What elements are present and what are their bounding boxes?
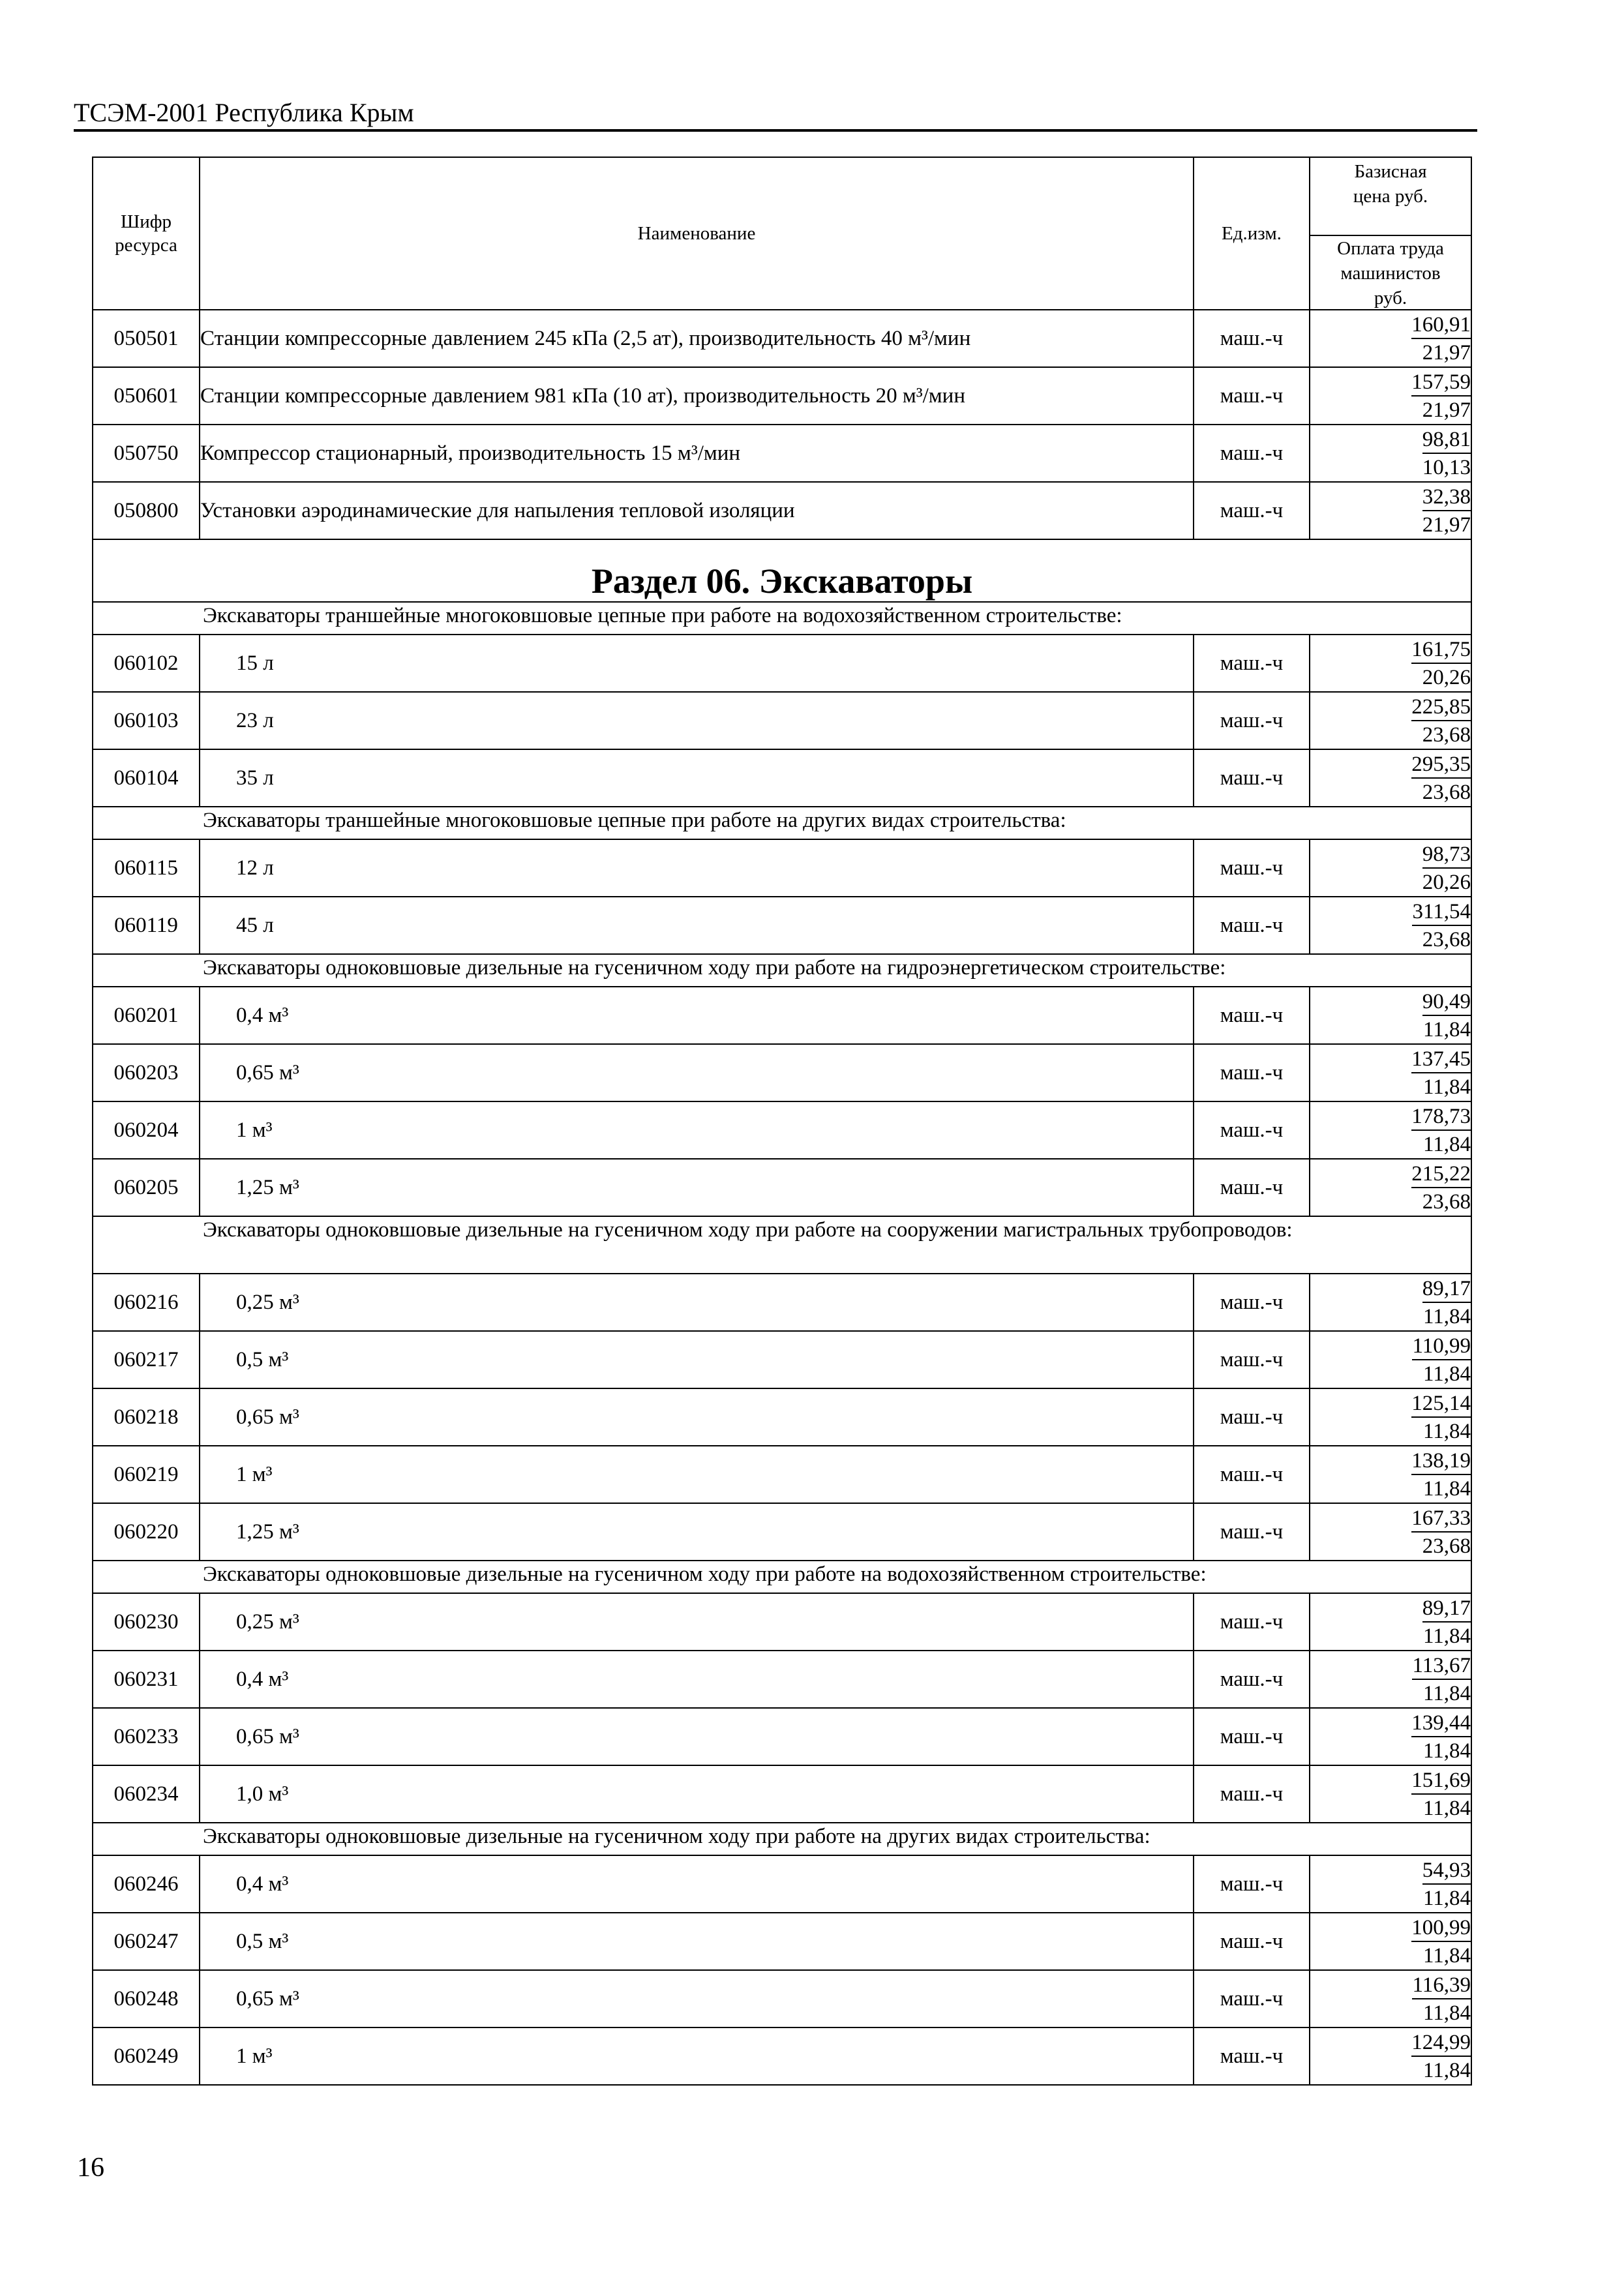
price-cell [1310,310,1471,367]
price-cell [1310,635,1471,692]
operator-wage: 11,84 [1422,2058,1471,2082]
price-cell [1310,1331,1471,1388]
base-price: 161,75 [1411,636,1471,664]
price-cell [1310,482,1471,539]
price-cell [1310,1708,1471,1765]
table-row [93,692,1471,749]
resource-code: 060203 [93,1044,200,1101]
price-cell [1310,987,1471,1044]
resource-code: 060102 [93,635,200,692]
operator-wage: 11,84 [1422,1362,1471,1386]
operator-wage: 23,68 [1422,723,1471,747]
table-row [93,1044,1471,1101]
resource-code: 060247 [93,1913,200,1970]
operator-wage: 11,84 [1422,1796,1471,1820]
table-body [93,310,1471,2085]
base-price: 54,93 [1422,1857,1471,1885]
resource-name: Установки аэродинамические для напыления тепловой изоляции [200,482,1194,539]
price-cell [1310,1274,1471,1331]
base-price: 110,99 [1412,1333,1471,1360]
resource-name: 1,25 м³ [200,1159,1194,1216]
table-row [93,1331,1471,1388]
unit-of-measure: маш.-ч [1194,1708,1310,1765]
unit-of-measure: маш.-ч [1194,425,1310,482]
price-cell [1310,839,1471,897]
base-price: 167,33 [1411,1505,1471,1533]
resource-code: 060216 [93,1274,200,1331]
operator-wage: 21,97 [1422,513,1471,537]
operator-wage: 10,13 [1422,455,1471,479]
base-price: 137,45 [1411,1046,1471,1073]
operator-wage: 11,84 [1422,1476,1471,1501]
base-price: 311,54 [1412,899,1471,926]
resource-name: 45 л [200,897,1194,954]
table-row [93,1708,1471,1765]
operator-wage: 11,84 [1422,1304,1471,1328]
table-row [93,1651,1471,1708]
unit-of-measure: маш.-ч [1194,839,1310,897]
resource-code: 060205 [93,1159,200,1216]
unit-of-measure: маш.-ч [1194,310,1310,367]
price-cell [1310,897,1471,954]
operator-wage: 23,68 [1422,780,1471,804]
table-row [93,425,1471,482]
resource-code: 060104 [93,749,200,807]
header-name: Наименование [200,157,1194,310]
resource-name: 0,4 м³ [200,987,1194,1044]
resource-code: 060103 [93,692,200,749]
header-price-base: Базисная цена руб. [1310,158,1471,236]
resource-code: 060231 [93,1651,200,1708]
group-header-row [93,1823,1471,1855]
unit-of-measure: маш.-ч [1194,1593,1310,1651]
group-title: Экскаваторы траншейные многоковшовые цепные при работе на других видах строительства: [93,807,1471,839]
table-row [93,1446,1471,1503]
table-row [93,1159,1471,1216]
base-price: 295,35 [1411,751,1471,779]
resource-name: 15 л [200,635,1194,692]
operator-wage: 11,84 [1422,1075,1471,1099]
resource-name: 0,4 м³ [200,1855,1194,1913]
operator-wage: 11,84 [1422,1943,1471,1967]
table-row [93,839,1471,897]
operator-wage: 11,84 [1422,1132,1471,1156]
table-row [93,1855,1471,1913]
unit-of-measure: маш.-ч [1194,367,1310,425]
resource-code: 060119 [93,897,200,954]
price-cell [1310,1503,1471,1561]
resource-code: 050501 [93,310,200,367]
resource-code: 050800 [93,482,200,539]
operator-wage: 21,97 [1422,398,1471,422]
price-cell [1310,1388,1471,1446]
page-header [74,97,1477,132]
table-row [93,897,1471,954]
resource-code: 060246 [93,1855,200,1913]
resource-name: 0,5 м³ [200,1331,1194,1388]
table-row [93,367,1471,425]
group-title: Экскаваторы одноковшовые дизельные на гусеничном ходу при работе на сооружении магистральных трубопроводов: [93,1216,1471,1274]
resource-name: 0,65 м³ [200,1044,1194,1101]
table-row [93,482,1471,539]
unit-of-measure: маш.-ч [1194,1388,1310,1446]
operator-wage: 11,84 [1422,1886,1471,1910]
price-cell [1310,749,1471,807]
base-price: 113,67 [1412,1653,1471,1680]
resource-code: 060201 [93,987,200,1044]
base-price: 124,99 [1411,2029,1471,2057]
base-price: 125,14 [1411,1390,1471,1418]
table-row [93,1593,1471,1651]
resource-name: 0,65 м³ [200,1388,1194,1446]
group-title: Экскаваторы одноковшовые дизельные на гусеничном ходу при работе на гидроэнергетическом строительстве: [93,954,1471,987]
base-price: 139,44 [1411,1710,1471,1737]
resource-name: 0,65 м³ [200,1970,1194,2027]
resource-code: 060115 [93,839,200,897]
unit-of-measure: маш.-ч [1194,897,1310,954]
header-code: Шифр ресурса [93,157,200,310]
unit-of-measure: маш.-ч [1194,1765,1310,1823]
resource-name: 0,5 м³ [200,1913,1194,1970]
operator-wage: 23,68 [1422,927,1471,951]
operator-wage: 11,84 [1422,1739,1471,1763]
table-row [93,1765,1471,1823]
unit-of-measure: маш.-ч [1194,1446,1310,1503]
operator-wage: 23,68 [1422,1534,1471,1558]
resource-name: 0,4 м³ [200,1651,1194,1708]
base-price: 32,38 [1422,484,1471,511]
page-number: 16 [77,2153,104,2183]
operator-wage: 11,84 [1422,1419,1471,1443]
price-cell [1310,2027,1471,2085]
resource-name: Компрессор стационарный, производительность 15 м³/мин [200,425,1194,482]
unit-of-measure: маш.-ч [1194,692,1310,749]
unit-of-measure: маш.-ч [1194,1503,1310,1561]
header-unit: Ед.изм. [1194,157,1310,310]
resource-name: 35 л [200,749,1194,807]
group-header-row [93,1216,1471,1274]
unit-of-measure: маш.-ч [1194,635,1310,692]
table-row [93,1274,1471,1331]
group-header-row [93,1561,1471,1593]
table-row [93,1388,1471,1446]
unit-of-measure: маш.-ч [1194,749,1310,807]
resource-code: 060220 [93,1503,200,1561]
group-title: Экскаваторы одноковшовые дизельные на гусеничном ходу при работе на водохозяйственном строительстве: [93,1561,1471,1593]
table-row [93,749,1471,807]
section-title: Раздел 06. Экскаваторы [93,539,1471,602]
section-row [93,539,1471,602]
table-row [93,987,1471,1044]
operator-wage: 20,26 [1422,665,1471,689]
resource-name: 12 л [200,839,1194,897]
operator-wage: 11,84 [1422,1624,1471,1648]
group-header-row [93,954,1471,987]
resource-code: 060248 [93,1970,200,2027]
unit-of-measure: маш.-ч [1194,1331,1310,1388]
base-price: 215,22 [1411,1161,1471,1188]
price-cell [1310,1159,1471,1216]
base-price: 160,91 [1411,312,1471,339]
price-cell [1310,1651,1471,1708]
table-row [93,635,1471,692]
header-price [1310,157,1471,310]
resource-name: 1,0 м³ [200,1765,1194,1823]
price-cell [1310,1593,1471,1651]
group-title: Экскаваторы траншейные многоковшовые цепные при работе на водохозяйственном строительстве: [93,602,1471,635]
price-cell [1310,1855,1471,1913]
resource-name: Станции компрессорные давлением 245 кПа (2,5 ат), производительность 40 м³/мин [200,310,1194,367]
price-cell [1310,692,1471,749]
base-price: 98,81 [1422,426,1471,454]
price-cell [1310,1101,1471,1159]
unit-of-measure: маш.-ч [1194,1159,1310,1216]
unit-of-measure: маш.-ч [1194,1970,1310,2027]
group-title: Экскаваторы одноковшовые дизельные на гусеничном ходу при работе на других видах строительства: [93,1823,1471,1855]
operator-wage: 20,26 [1422,870,1471,894]
table-row [93,1913,1471,1970]
resource-name: 0,65 м³ [200,1708,1194,1765]
table-header [93,157,1471,310]
price-cell [1310,1970,1471,2027]
operator-wage: 23,68 [1422,1189,1471,1214]
resource-code: 060249 [93,2027,200,2085]
resource-code: 060230 [93,1593,200,1651]
operator-wage: 11,84 [1422,1681,1471,1705]
resource-code: 060233 [93,1708,200,1765]
price-cell [1310,1044,1471,1101]
operator-wage: 11,84 [1422,2001,1471,2025]
unit-of-measure: маш.-ч [1194,1044,1310,1101]
unit-of-measure: маш.-ч [1194,1855,1310,1913]
resource-code: 060219 [93,1446,200,1503]
resource-code: 050601 [93,367,200,425]
base-price: 89,17 [1422,1595,1471,1623]
base-price: 138,19 [1411,1448,1471,1475]
resource-name: 1,25 м³ [200,1503,1194,1561]
price-cell [1310,1765,1471,1823]
resource-name: Станции компрессорные давлением 981 кПа (10 ат), производительность 20 м³/мин [200,367,1194,425]
header-price-wage: Оплата труда машинистов руб. [1337,238,1444,308]
resource-code: 060217 [93,1331,200,1388]
resource-code: 050750 [93,425,200,482]
resource-name: 1 м³ [200,1446,1194,1503]
price-cell [1310,1446,1471,1503]
price-cell [1310,425,1471,482]
price-cell [1310,1913,1471,1970]
table-row [93,1970,1471,2027]
resource-name: 23 л [200,692,1194,749]
base-price: 100,99 [1411,1915,1471,1942]
unit-of-measure: маш.-ч [1194,987,1310,1044]
operator-wage: 11,84 [1422,1017,1471,1041]
table-row [93,2027,1471,2085]
price-table [92,157,1472,2086]
unit-of-measure: маш.-ч [1194,2027,1310,2085]
unit-of-measure: маш.-ч [1194,482,1310,539]
unit-of-measure: маш.-ч [1194,1274,1310,1331]
unit-of-measure: маш.-ч [1194,1913,1310,1970]
unit-of-measure: маш.-ч [1194,1101,1310,1159]
table-row [93,310,1471,367]
resource-name: 0,25 м³ [200,1274,1194,1331]
resource-code: 060234 [93,1765,200,1823]
table-row [93,1101,1471,1159]
base-price: 151,69 [1411,1767,1471,1795]
page-header-title: ТСЭМ-2001 Республика Крым [74,98,414,127]
resource-name: 1 м³ [200,2027,1194,2085]
base-price: 89,17 [1422,1276,1471,1303]
table-row [93,1503,1471,1561]
resource-name: 1 м³ [200,1101,1194,1159]
unit-of-measure: маш.-ч [1194,1651,1310,1708]
price-cell [1310,367,1471,425]
resource-code: 060218 [93,1388,200,1446]
resource-name: 0,25 м³ [200,1593,1194,1651]
base-price: 116,39 [1412,1972,1471,1999]
group-header-row [93,807,1471,839]
operator-wage: 21,97 [1422,340,1471,365]
base-price: 178,73 [1411,1103,1471,1131]
base-price: 157,59 [1411,369,1471,396]
resource-code: 060204 [93,1101,200,1159]
base-price: 225,85 [1411,694,1471,721]
base-price: 90,49 [1422,989,1471,1016]
base-price: 98,73 [1422,841,1471,869]
group-header-row [93,602,1471,635]
